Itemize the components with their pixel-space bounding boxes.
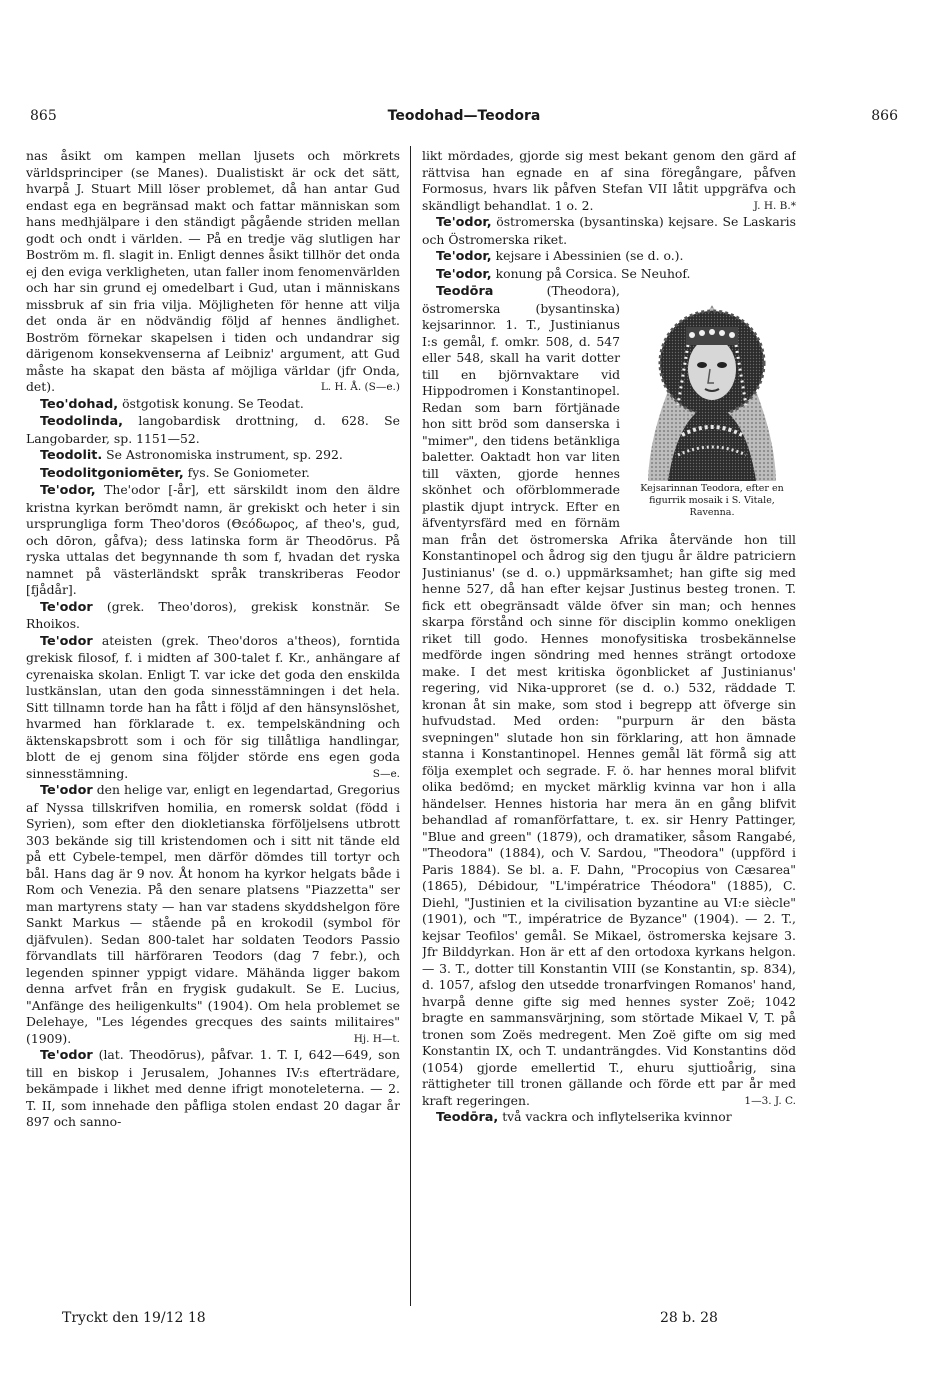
entry-headword: Te'odor <box>40 783 93 798</box>
print-date: Tryckt den 19/12 18 <box>62 1310 206 1326</box>
dictionary-entry <box>422 248 796 266</box>
entry-headword: Te'odor, <box>436 249 492 264</box>
entry-text: kejsare i Abessinien (se d. o.). <box>491 248 684 263</box>
dictionary-entry <box>26 633 400 783</box>
entry-headword: Te'odor <box>40 599 93 615</box>
dictionary-entry <box>26 482 400 599</box>
entry-text: fys. Se Goniometer. <box>183 464 310 480</box>
continued-text <box>26 148 400 396</box>
dictionary-entry <box>422 266 796 284</box>
entry-text: (Theodora), östromerska (bysantinska) kejsarinnor. 1. T., Justinianus I:s gemål, f. omkr. 508, d. 547 eller 548, skall ha varit dotter till en björnvaktare vid Hippodromen i Konstantinopel. Redan som barn förtjänade hon sitt bröd som danserska i "mimer", den tidens betänkliga baletter. Oaktadt hon var liten till växten, gjorde hennes skönhet och oförblommerade plastik djupt intryck. Efter en äfventyrsfärd med en förnäm man från det östromerska Afrika återvände hon till Konstantinopel och ådrog sig den tjugu år äldre patriciern Justinianus' (se d. o.) uppmärksamhet; han gifte sig med henne 527, då han efter kejsar Justinus besteg tronen. T. fick ett obegränsadt välde öfver sin man; och hennes skarpa förstånd och sinne för disciplin kommo onekligen riket till godo. Hennes monofysitiska trosbekännelse medförde ingen söndring med hennes strängt ortodoxe make. I det mest kritiska ögonblicket af Justinianus' regering, vid Nika-upproret (se d. o.) 532, räddade T. kronan åt sin make, som stod i begrepp att öfverge sin hufvudstad. Med orden: "purpurn är den bästa svepningen" slutade hon sin förklaring, att hon ämnade stanna i Konstantinopel. Hennes gemål lät förmå sig att följa exemplet och segrade. F. ö. har hennes moral blifvit olika bedömd; en mycket märklig kvinna var hon i alla händelser. Hennes historia har mera än en gång blifvit behandlad af romanförfattare, t. ex. sir Henry Pattinger, "Blue and green" (1879), och dramatiker, såsom Rangabé, "Theodora" (1884), och V. Sardou, "Theodora" (uppförd i Paris 1884). Se bl. a. F. Dahn, "Procopius von Cæsarea" (1865), Débidour, "L'impératrice Théodora" (1885), C. Diehl, "Justinien et la civilisation byzantine au VI:e siècle" (1901), och "T., impératrice de Byzance" (1904). — 2. T., kejsar Teofilos' gemål. Se Mikael, östromerska kejsare 3. Jfr Bilddyrkan. Hon är ett af den ortodoxa kyrkans helgon. — 3. T., dotter till Konstantin VIII (se Konstantin, sp. 834), d. 1057, afslog den utsedde tronarfvingen Romanos' hand, hvarpå denne gifte sig med hennes syster Zoë; 1042 bragte en sammansvärjning, som störtade Mikael V, T. på tronen som Zoës medregent. Men Zoë gifte om sig med Konstantin IX, och T. undanträngdes. Vid Konstantins död (1054) gjorde emellertid T., ehuru sjuttioårig, sina rättigheter till tronen gällande och förde ett par år med kraft regeringen. <box>422 283 796 1108</box>
left-column <box>26 148 400 1268</box>
running-head: Teodohad—Teodora <box>387 108 541 124</box>
entry-text: östgotisk konung. Se Teodat. <box>118 395 304 411</box>
dictionary-entry <box>26 599 400 633</box>
dictionary-entry <box>26 447 400 465</box>
right-column-main <box>422 283 796 1127</box>
dictionary-entry <box>26 1047 400 1131</box>
author-signature: S—e. <box>372 767 400 780</box>
entry-headword: Teodōra, <box>436 1110 499 1125</box>
entry-text: The'odor [-år], ett särskildt inom den äldre kristna kyrkan berömdt namn, är grekiskt och heter i sin ursprungliga form Theo'doros (Θεόδωρος, af theo's, gud, och dōron, gåfva); dess latinska form är Theodōrus. På ryska uttalas det begynnande th som f, hvadan det ryska namnet på västerländskt språk transkriberas Feodor [fjådår]. <box>26 482 400 597</box>
dictionary-entry <box>422 1109 796 1127</box>
author-signature: 1—3. J. C. <box>744 1094 796 1107</box>
entry-headword: Teo'dohad, <box>40 396 119 412</box>
portrait-figure <box>628 285 796 519</box>
right-column-intro <box>422 148 796 283</box>
entry-headword: Te'odor, <box>436 266 492 282</box>
entry-text: den helige var, enligt en legendartad, Gregorius af Nyssa tillskrifven homilia, en romersk soldat (född i Syrien), som efter den diokletianska förföljelsens utbrott 303 bekände sig till kristendomen och i sitt nit tände eld på ett Cybele-tempel, men därför dömdes till tortyr och bål. Hans dag är 9 nov. Åt honom ha kyrkor helgats både i Rom och Venezia. På den senare platsens "Piazzetta" ser man martyrens staty — han var stadens skyddshelgon före Sankt Markus — stående på en krokodil (symbol för djäfvulen). Sedan 800-talet har soldaten Teodors Passio förvandlats till härföraren Teodors (dag 7 febr.), och legenden spinner yppigt vidare. Mähända ligger bakom denna arfvet från en frygisk gudakult. Se E. Lucius, "Anfänge des heiligenkults" (1904). Om hela problemet se Delehaye, "Les légendes grecques des saints militaires" (1909). <box>26 782 400 1046</box>
dictionary-entry <box>26 465 400 483</box>
mosaic-portrait-image <box>638 285 786 481</box>
dictionary-entry <box>26 782 400 1047</box>
author-signature: J. H. B.* <box>753 199 796 212</box>
dictionary-entry <box>26 396 400 414</box>
entry-text: langobardisk drottning, d. 628. Se Langobarder, sp. 1151—52. <box>26 413 400 446</box>
entry-headword: Te'odor, <box>436 215 492 230</box>
dictionary-entry <box>26 413 400 447</box>
entry-text: konung på Corsica. Se Neuhof. <box>491 265 691 281</box>
entry-headword: Te'odor <box>40 633 93 649</box>
sheet-signature: 28 b. 28 <box>660 1310 718 1326</box>
author-signature: L. H. Å. (S—e.) <box>320 381 400 393</box>
entry-text: nas åsikt om kampen mellan ljusets och mörkrets världsprinciper (se Manes). Dualistiskt är ock det sätt, hvarpå J. Stuart Mill löser problemet, då han antar Gud endast ega en begränsad makt och fattar människan som hans medhjälpare i den ständigt pågående striden mellan godt och ondt i världen. — På en tredje väg slutligen har Boström m. fl. slagit in. Enligt dennes åsikt tillhör det onda ej den eviga verkligheten, utan faller inom fenomenvärlden och har sin grund ej omedelbart i Gud, utan i människans missbruk af sin fria vilja. Möjligheten för henne att vilja det onda är en nödvändig följd af hennes ändlighet. Boström förnekar skapelsen i tiden och undandrar sig därigenom konsekvenserna af Leibniz' argument, att Gud måste ha skapat den bästa af möjliga världar (jfr Onda, det). <box>26 148 400 394</box>
entry-text: två vackra och inflytelserika kvinnor <box>498 1109 732 1124</box>
entry-headword: Teodolit. <box>40 448 103 463</box>
entry-headword: Teodōra <box>436 284 494 299</box>
entry-headword: Te'odor, <box>40 483 96 498</box>
page-number-right: 866 <box>871 108 898 124</box>
entry-text: likt mördades, gjorde sig mest bekant genom den gärd af rättvisa han egnade en af sina föregångare, påfven Formosus, hvars lik påfven Stefan VII låtit uppgräfva och skändligt behandlat. 1 o. 2. <box>422 148 796 213</box>
entry-headword: Te'odor <box>40 1048 93 1063</box>
dictionary-entry <box>422 214 796 248</box>
page-number-left: 865 <box>30 108 57 124</box>
entry-text: Se Astronomiska instrument, sp. 292. <box>102 447 343 462</box>
entry-text: ateisten (grek. Theo'doros a'theos), forntida grekisk filosof, f. i midten af 300-talet f. Kr., anhängare af cyrenaiska skolan. Enligt T. var icke det goda den enskilda lustkänslan, utan den goda sinnesstämningen i det hela. Sitt tillnamn torde han ha fått i följd af den hänsynslöshet, hvarmed han förklarade t. ex. tempelskändning och äktenskapsbrott som i och för sig tillåtliga handlingar, blott de ej genom sina följder störde ens egen goda sinnesstämning. <box>26 632 400 781</box>
entry-text: (lat. Theodōrus), påfvar. 1. T. I, 642—649, son till en biskop i Jerusalem, Johannes IV:s efterträdare, bekämpade i likhet med denne ifrigt monoteleterna. — 2. T. II, som innehade den påfliga stolen endast 20 dagar år 897 och sanno- <box>26 1047 400 1129</box>
continued-text <box>422 148 796 214</box>
figure-caption: Kejsarinnan Teodora, efter en figurrik mosaik i S. Vitale, Ravenna. <box>640 483 784 518</box>
entry-text: östromerska (bysantinska) kejsare. Se Laskaris och Östromerska riket. <box>422 214 796 247</box>
entry-headword: Teodolinda, <box>40 414 123 429</box>
entry-text: (grek. Theo'doros), grekisk konstnär. Se Rhoikos. <box>26 598 400 631</box>
column-divider <box>410 146 411 1306</box>
entry-headword: Teodolitgoniomēter, <box>40 465 184 481</box>
author-signature: Hj. H—t. <box>353 1032 400 1045</box>
right-column <box>422 148 796 1298</box>
page-header <box>0 108 928 130</box>
page-footer <box>0 1310 928 1330</box>
